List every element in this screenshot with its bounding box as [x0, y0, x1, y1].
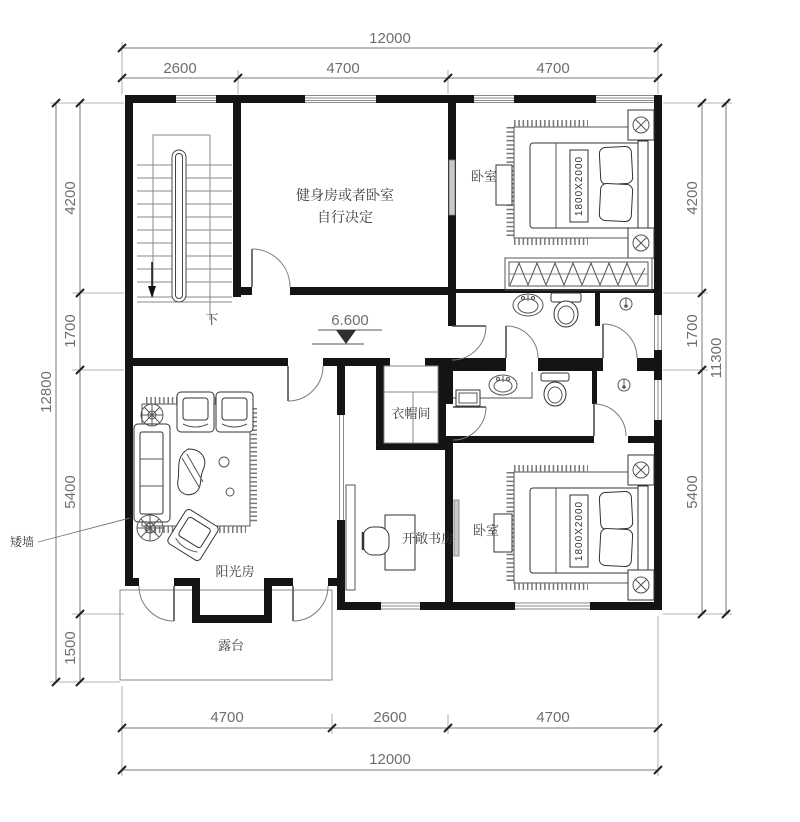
terrace-outline	[120, 590, 332, 680]
door-gym	[252, 249, 290, 287]
bed-icon	[530, 141, 648, 230]
room-label-terrace: 露台	[217, 638, 245, 653]
nightstand-icon	[628, 228, 654, 258]
dim-top-seg1: 2600	[163, 60, 197, 77]
floor-drain-icon	[620, 298, 632, 310]
dim-right-seg3: 5400	[684, 475, 701, 509]
door-bath2-ensuite	[594, 404, 626, 436]
room-label-bedroom-top: 卧室	[470, 169, 498, 184]
wardrobe-icon	[505, 258, 652, 290]
level-mark	[312, 312, 382, 344]
armchair-icon	[177, 392, 214, 432]
nightstand-icon	[628, 110, 654, 140]
floor-drain-icon	[618, 379, 630, 391]
nightstand-icon	[628, 570, 654, 600]
toilet-icon	[541, 373, 569, 406]
label-low-wall: 矮墙	[9, 535, 35, 549]
window	[655, 315, 662, 350]
dim-left-seg4: 1500	[62, 631, 79, 665]
dimension-left	[38, 99, 124, 686]
dim-top-seg2: 4700	[326, 60, 360, 77]
window	[381, 603, 420, 609]
plant-icon	[141, 404, 163, 426]
chair-icon	[363, 527, 389, 555]
bathroom-bottom	[453, 372, 630, 406]
bookshelf-icon	[346, 485, 355, 590]
nightstand-icon	[628, 455, 654, 485]
sofa-icon	[134, 424, 170, 522]
sink-icon	[513, 294, 543, 316]
dresser-icon	[496, 165, 512, 205]
coffee-table-icon	[178, 449, 205, 495]
dim-left-seg3: 5400	[62, 475, 79, 509]
window	[655, 380, 662, 420]
door-hall	[452, 326, 486, 360]
room-label-bedroom-bottom: 卧室	[472, 523, 500, 538]
door-shower1	[603, 324, 637, 358]
armchair-icon	[216, 392, 253, 432]
room-label-sunroom: 阳光房	[215, 564, 255, 579]
dimension-bottom	[118, 616, 662, 776]
dim-right-seg2: 1700	[684, 314, 701, 348]
bathroom-top	[513, 293, 632, 327]
window	[305, 96, 376, 103]
cloakroom-shelves	[384, 366, 438, 443]
washing-machine-icon	[456, 390, 480, 406]
room-label-study: 开敞书房	[401, 531, 455, 546]
dim-right-overall: 11300	[708, 337, 725, 379]
room-label-gym-line2: 自行决定	[317, 209, 373, 225]
bed-size-label: 1800X2000	[574, 155, 585, 217]
dim-left-seg1: 4200	[62, 181, 79, 215]
window	[474, 96, 514, 103]
level-value: 6.600	[331, 312, 369, 329]
bed-icon	[530, 486, 648, 575]
dimension-top	[118, 30, 662, 94]
dim-top-overall: 12000	[369, 30, 411, 47]
low-wall-callout	[10, 518, 130, 549]
pocket-door	[449, 160, 455, 215]
dim-bottom-seg1: 4700	[210, 709, 244, 726]
plant-icon	[137, 515, 163, 541]
sliding-door	[454, 500, 459, 556]
bedroom-top-furniture	[496, 110, 654, 258]
stairs	[137, 135, 232, 320]
dim-bottom-seg3: 4700	[536, 709, 570, 726]
room-label-cloakroom: 衣帽间	[391, 406, 431, 421]
dimension-right	[663, 99, 732, 618]
armchair-icon	[166, 508, 219, 562]
living-room-furniture	[134, 392, 254, 562]
bed-size-label: 1800X2000	[574, 500, 585, 562]
window	[596, 96, 654, 103]
window	[515, 603, 590, 609]
door-sunroom-left	[139, 586, 174, 621]
dim-left-seg2: 1700	[62, 314, 79, 348]
door-sunroom-right	[293, 586, 328, 621]
door-bath1	[506, 326, 538, 358]
door-living	[288, 366, 323, 401]
dim-bottom-overall: 12000	[369, 751, 411, 768]
stair-down-arrow	[148, 262, 156, 298]
dim-bottom-seg2: 2600	[373, 709, 407, 726]
door-bath2-side	[453, 407, 486, 440]
sink-icon	[489, 375, 517, 395]
room-label-gym-line1: 健身房或者卧室	[296, 187, 394, 203]
dim-top-seg3: 4700	[536, 60, 570, 77]
toilet-icon	[551, 293, 581, 327]
window	[176, 96, 216, 103]
label-stairs-down: 下	[205, 312, 219, 327]
dim-right-seg1: 4200	[684, 181, 701, 215]
dim-left-overall: 12800	[38, 371, 55, 413]
